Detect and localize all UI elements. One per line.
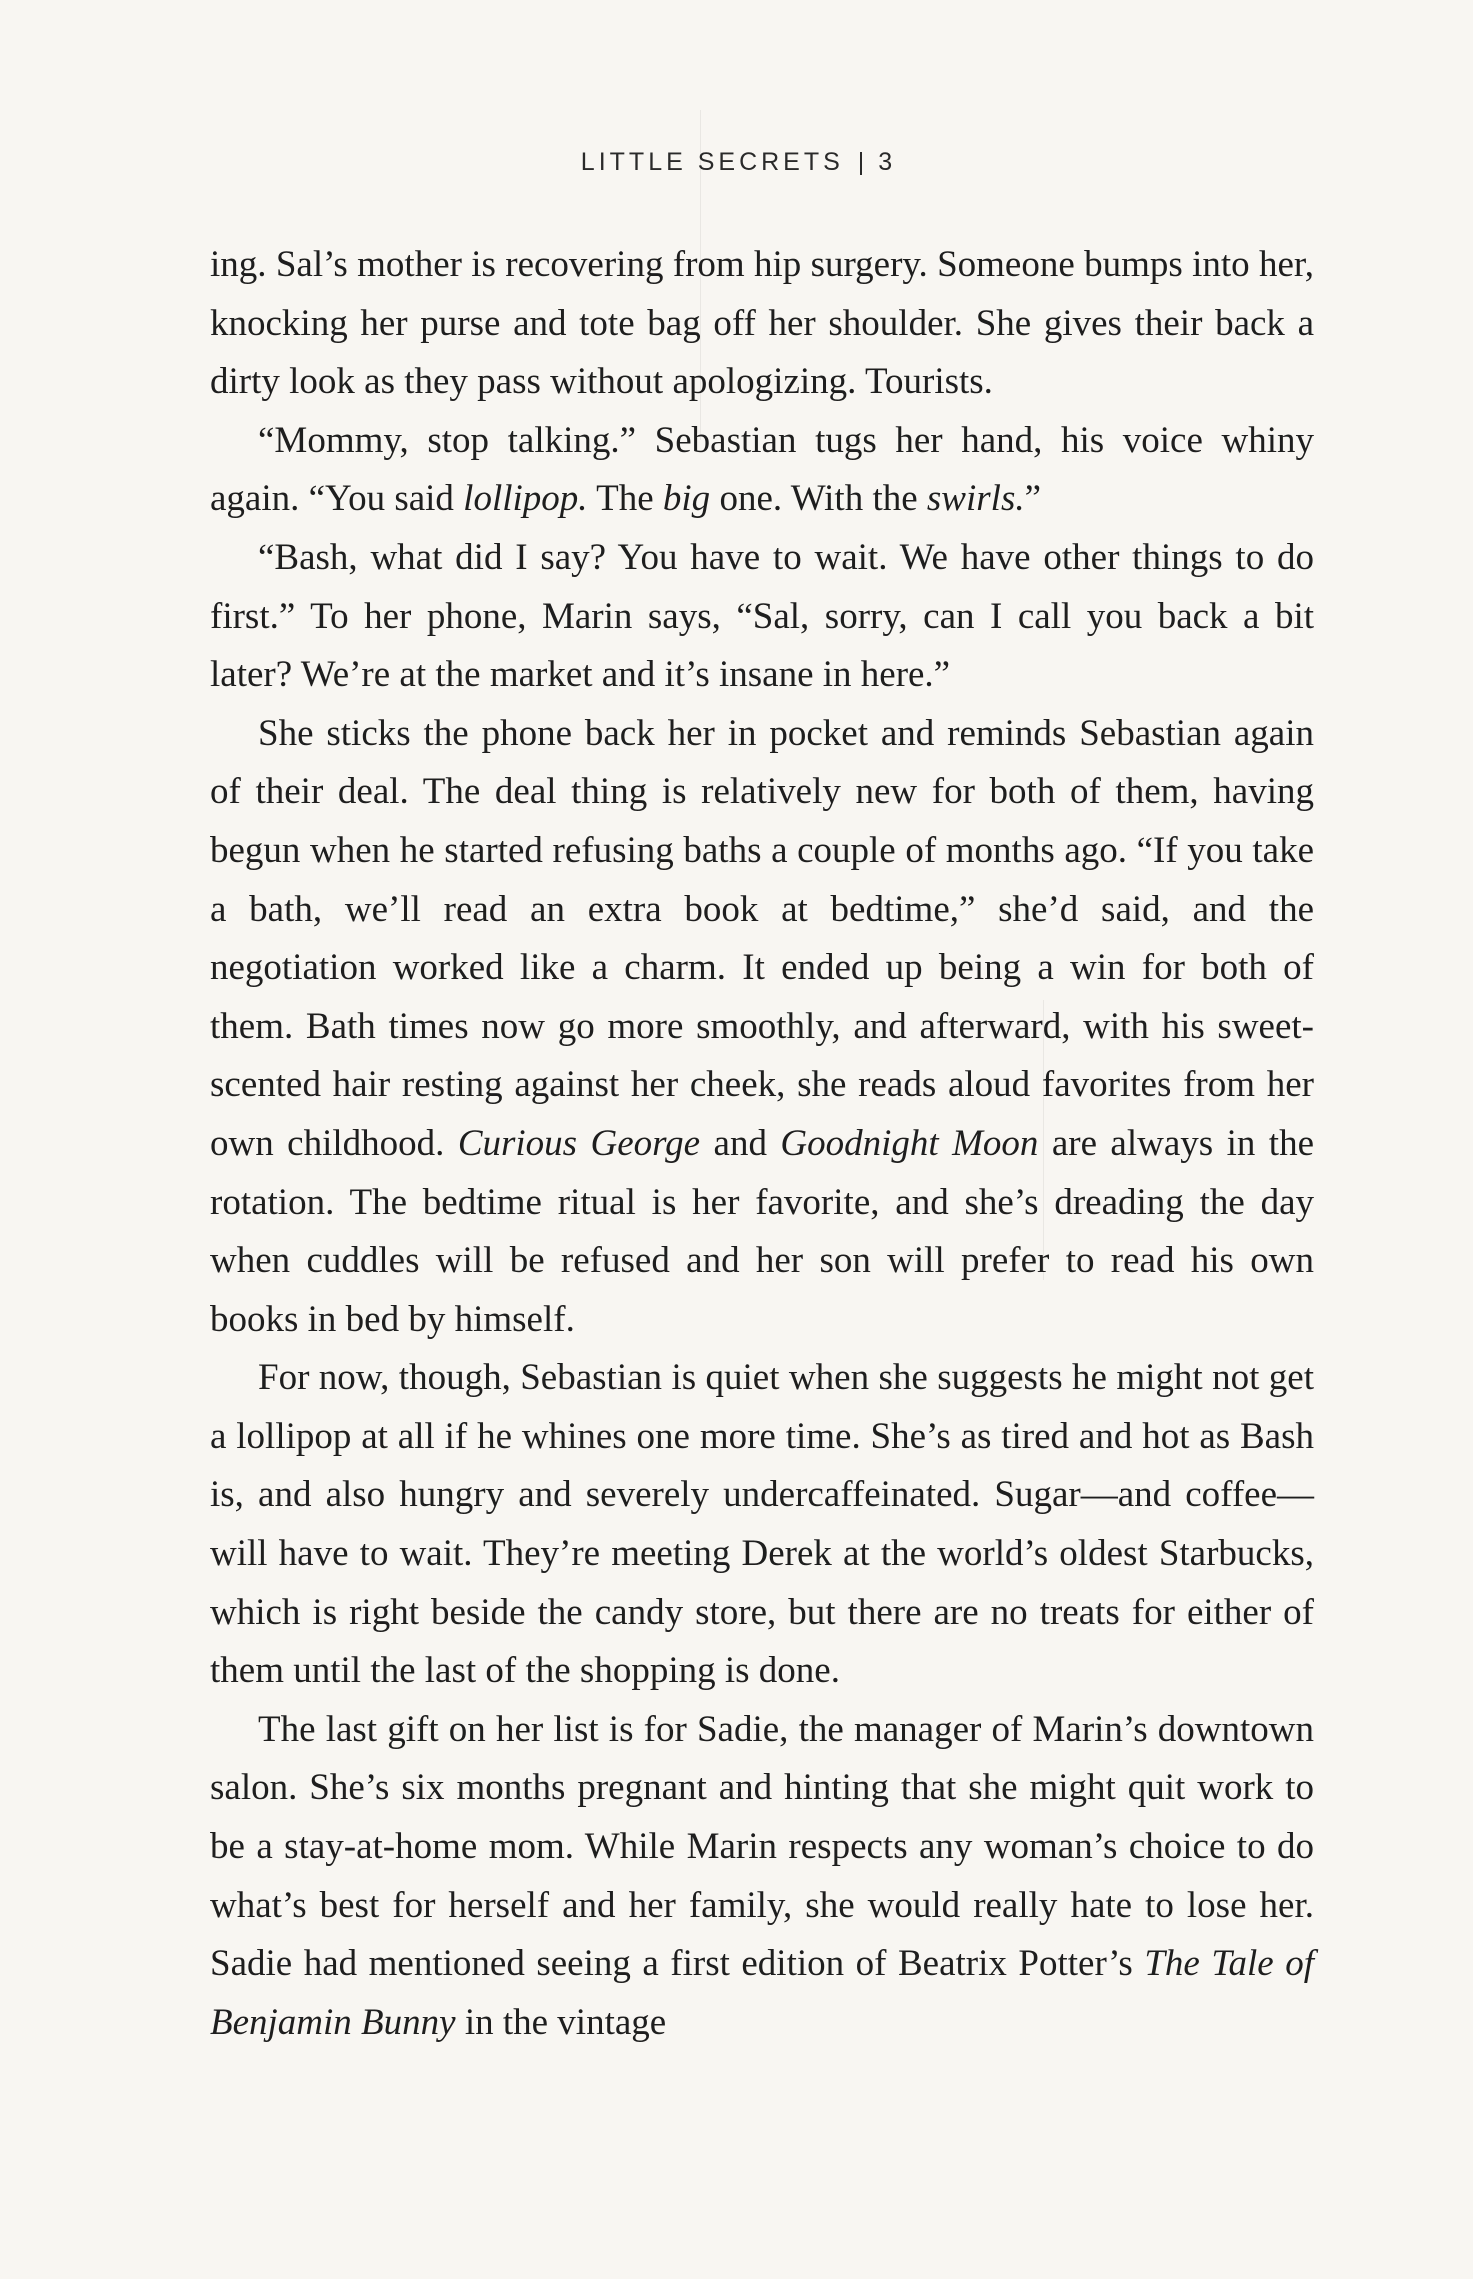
header-separator: |: [857, 148, 865, 176]
italic-text: big: [662, 478, 711, 520]
text-run: The last gift on her list is for Sadie, the manager of Marin’s downtown salon. She’s six months pregnant and hinting that she might quit work to be a stay-at-home mom. While Marin respects any woman’s choice to do what’s best for herself and her family, she would really hate to lose her. Sadie had mentioned seeing a first edition of Beatrix Potter’s: [210, 1708, 1314, 1985]
book-title: LITTLE SECRETS: [580, 148, 844, 176]
paragraph: [210, 236, 1314, 412]
text-run: and: [700, 1122, 781, 1164]
italic-text: lollipop.: [463, 478, 588, 520]
paragraph: [210, 529, 1314, 705]
text-run: “Mommy, stop talking.” Sebastian tugs her hand, his voice whiny again. “You said: [210, 419, 1314, 520]
italic-text: The Tale of Benjamin Bunny: [210, 1943, 1314, 2043]
text-run: one. With the: [710, 478, 927, 520]
page-number: 3: [878, 148, 893, 176]
italic-text: Goodnight Moon: [780, 1122, 1039, 1164]
paragraph: [210, 412, 1314, 529]
running-head: [0, 148, 1473, 177]
text-run: are always in the rotation. The bedtime ritual is her favorite, and she’s dreading the day when cuddles will be refused and her son will prefer to read his own books in bed by himself.: [210, 1122, 1314, 1340]
text-run: She sticks the phone back her in pocket and reminds Sebastian again of their deal. The deal thing is relatively new for both of them, having begun when he started refusing baths a couple of months ago. “If you take a bath, we’ll read an extra book at bedtime,” she’d said, and the negotiation worked like a charm. It ended up being a win for both of them. Bath times now go more smoothly, and afterward, with his sweet-scented hair resting against her cheek, she reads aloud favorites from her own childhood.: [210, 712, 1314, 1164]
paragraph: [210, 1349, 1314, 1701]
paragraph: [210, 705, 1314, 1350]
text-run: The: [587, 478, 663, 520]
text-run: ”: [1024, 478, 1042, 520]
body-text: [210, 236, 1314, 2052]
italic-text: swirls.: [926, 478, 1025, 520]
paragraph: [210, 1701, 1314, 2053]
text-run: in the vintage: [455, 2001, 667, 2043]
italic-text: Curious George: [457, 1122, 701, 1164]
text-run: For now, though, Sebastian is quiet when she suggests he might not get a lollipop at all if he whines one more time. She’s as tired and hot as Bash is, and also hungry and severely undercaffeinated. Sugar—and coffee—will have to wait. They’re meeting Derek at the world’s oldest Starbucks, which is right beside the candy store, but there are no treats for either of them until the last of the shopping is done.: [210, 1357, 1314, 1692]
text-run: ing. Sal’s mother is recovering from hip surgery. Someone bumps into her, knocking her purse and tote bag off her shoulder. She gives their back a dirty look as they pass without apologizing. Tourists.: [210, 244, 1314, 403]
text-run: “Bash, what did I say? You have to wait. We have other things to do first.” To her phone, Marin says, “Sal, sorry, can I call you back a bit later? We’re at the market and it’s insane in here.”: [210, 536, 1314, 696]
